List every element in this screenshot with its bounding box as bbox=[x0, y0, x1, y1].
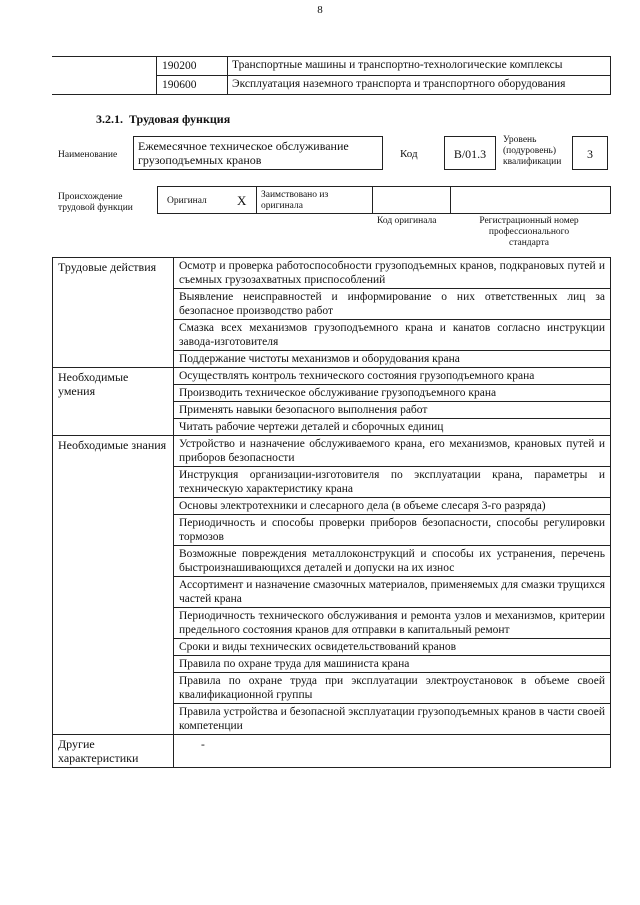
specialty-codes-table bbox=[52, 56, 611, 95]
code-label: Код bbox=[400, 148, 418, 160]
requirement-item: Применять навыки безопасного выполнения работ bbox=[174, 402, 611, 419]
requirement-item: Возможные повреждения металлоконструкций и способы их устранения, перечень быстроизнашивающихся деталей и допуски на их износ bbox=[174, 546, 611, 577]
function-name-value: Ежемесячное техническое обслуживание грузоподъемных кранов bbox=[133, 136, 383, 170]
divider bbox=[256, 186, 257, 214]
function-code-value: B/01.3 bbox=[444, 136, 496, 170]
level-value: 3 bbox=[572, 136, 608, 170]
specialty-name: Транспортные машины и транспортно-технологические комплексы bbox=[228, 57, 611, 76]
requirement-item: Сроки и виды технических освидетельствований кранов bbox=[174, 639, 611, 656]
requirement-item: Осуществлять контроль технического состояния грузоподъемного крана bbox=[174, 368, 611, 385]
table-row bbox=[53, 368, 611, 385]
requirements-table bbox=[52, 257, 611, 768]
requirement-item: Производить техническое обслуживание грузоподъемного крана bbox=[174, 385, 611, 402]
specialty-name: Эксплуатация наземного транспорта и транспортного оборудования bbox=[228, 76, 611, 95]
table-row bbox=[53, 436, 611, 467]
borrowed-label: Заимствовано из оригинала bbox=[261, 190, 329, 211]
requirement-item: Инструкция организации-изготовителя по эксплуатации крана, параметры и техническую характеристику крана bbox=[174, 467, 611, 498]
requirement-item: Периодичность и способы проверки приборов безопасности, способы регулировки тормозов bbox=[174, 515, 611, 546]
requirement-item: Устройство и назначение обслуживаемого крана, его механизмов, крановых путей и приборов безопасности bbox=[174, 436, 611, 467]
origin-label: Происхождение трудовой функции bbox=[58, 192, 133, 213]
divider bbox=[372, 186, 373, 214]
empty-cell bbox=[52, 57, 157, 95]
origin-box bbox=[157, 186, 611, 214]
page-number: 8 bbox=[317, 4, 323, 16]
requirement-item: Основы электротехники и слесарного дела (в объеме слесаря 3-го разряда) bbox=[174, 498, 611, 515]
table-row bbox=[53, 258, 611, 289]
specialty-code: 190600 bbox=[157, 76, 228, 95]
requirement-item: Правила устройства и безопасной эксплуатации грузоподъемных кранов в части своей компетенции bbox=[174, 704, 611, 735]
requirement-item: Читать рабочие чертежи деталей и сборочных единиц bbox=[174, 419, 611, 436]
original-label: Оригинал bbox=[167, 196, 207, 206]
specialty-code: 190200 bbox=[157, 57, 228, 76]
original-mark: X bbox=[237, 193, 247, 208]
requirement-category: Необходимые умения bbox=[53, 368, 174, 436]
requirement-item: Периодичность технического обслуживания и ремонта узлов и механизмов, критерии предельного состояния кранов для отправки в капитальный ремонт bbox=[174, 608, 611, 639]
reg-number-caption: Регистрационный номер профессионального стандарта bbox=[479, 216, 579, 248]
requirement-item: Ассортимент и назначение смазочных материалов, применяемых для смазки трущихся частей крана bbox=[174, 577, 611, 608]
divider bbox=[450, 186, 451, 214]
level-label: Уровень (подуровень) квалификации bbox=[503, 135, 562, 167]
requirement-item: Поддержание чистоты механизмов и оборудования крана bbox=[174, 351, 611, 368]
section-number: 3.2.1. bbox=[96, 112, 123, 126]
requirement-item: Выявление неисправностей и информирование о них ответственных лиц за безопасное производство работ bbox=[174, 289, 611, 320]
requirement-category: Другие характеристики bbox=[53, 735, 174, 768]
requirement-category: Трудовые действия bbox=[53, 258, 174, 368]
requirement-item bbox=[174, 735, 611, 768]
table-row bbox=[53, 735, 611, 768]
requirement-item: Правила по охране труда для машиниста крана bbox=[174, 656, 611, 673]
empty-value-dash: - bbox=[201, 739, 205, 751]
requirement-item: Осмотр и проверка работоспособности грузоподъемных кранов, подкрановых путей и съемных грузозахватных приспособлений bbox=[174, 258, 611, 289]
section-title: Трудовая функция bbox=[129, 112, 231, 126]
code-original-caption: Код оригинала bbox=[377, 216, 437, 226]
requirement-item: Смазка всех механизмов грузоподъемного крана и канатов согласно инструкции завода-изготовителя bbox=[174, 320, 611, 351]
section-heading bbox=[96, 112, 230, 127]
table-row bbox=[52, 57, 611, 76]
requirement-category: Необходимые знания bbox=[53, 436, 174, 735]
name-label: Наименование bbox=[58, 150, 118, 160]
requirement-item: Правила по охране труда при эксплуатации электроустановок в объеме своей квалификационной группы bbox=[174, 673, 611, 704]
